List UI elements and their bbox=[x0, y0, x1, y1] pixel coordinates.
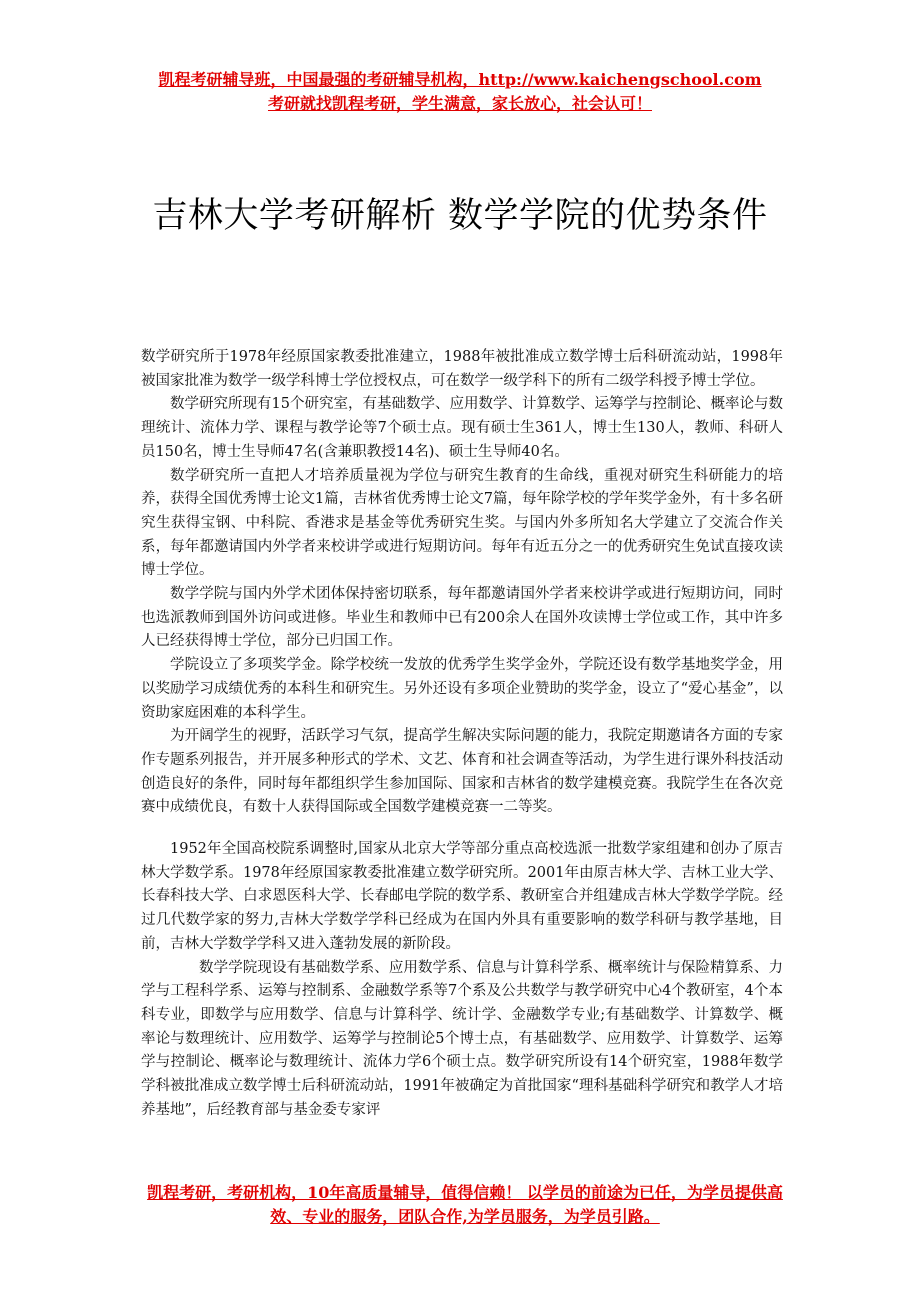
paragraph-1: 数学研究所于1978年经原国家教委批准建立，1988年被批准成立数学博士后科研流动站，1998年被国家批准为数学一级学科博士学位授权点，可在数学一级学科下的所有二级学科授予博士学位。 bbox=[141, 349, 783, 389]
paragraph-8: 数学学院现设有基础数学系、应用数学系、信息与计算科学系、概率统计与保险精算系、力学与工程科学系、运筹与控制系、金融数学系等7个系及公共数学与教学研究中心4个教研室，4个本科专业，即数学与应用数学、信息与计算科学、统计学、金融数学专业;有基础数学、计算数学、概率论与数理统计、应用数学、运筹学与控制论5个博士点，有基础数学、应用数学、计算数学、运筹学与控制论、概率论与数理统计、流体力学6个硕士点。数学研究所设有14个研究室，1988年数学学科被批准成立数学博士后科研流动站，1991年被确定为首批国家“理科基础科学研究和教学人才培养基地”，后经教育部与基金委专家评 bbox=[141, 959, 783, 1118]
paragraph-3: 数学研究所一直把人才培养质量视为学位与研究生教育的生命线，重视对研究生科研能力的培养，获得全国优秀博士论文1篇，吉林省优秀博士论文7篇，每年除学校的学年奖学金外，有十多名研究生获得宝钢、中科院、香港求是基金等优秀研究生奖。与国内外多所知名大学建立了交流合作关系，每年都邀请国内外学者来校讲学或进行短期访问。每年有近五分之一的优秀研究生免试直接攻读博士学位。 bbox=[141, 467, 783, 579]
article-body bbox=[141, 346, 783, 1123]
header-line-1[interactable]: 凯程考研辅导班，中国最强的考研辅导机构，http://www.kaichengschool.com bbox=[158, 70, 762, 89]
page-footer: 凯程考研，考研机构，10年高质量辅导，值得信赖！ 以学员的前途为已任，为学员提供高效、专业的服务，团队合作,为学员服务，为学员引路。 bbox=[147, 1183, 783, 1226]
paragraph-2: 数学研究所现有15个研究室，有基础数学、应用数学、计算数学、运筹学与控制论、概率论与数理统计、流体力学、课程与教学论等7个硕士点。现有硕士生361人，博士生130人，教师、科研人员150名，博士生导师47名(含兼职教授14名)、硕士生导师40名。 bbox=[141, 396, 783, 460]
page-title: 吉林大学考研解析 数学学院的优势条件 bbox=[152, 196, 768, 236]
paragraph-4: 数学学院与国内外学术团体保持密切联系，每年都邀请国外学者来校讲学或进行短期访问，同时也选派教师到国外访问或进修。毕业生和教师中已有200余人在国外攻读博士学位或工作，其中许多人已经获得博士学位，部分已归国工作。 bbox=[141, 586, 783, 650]
header-line-2: 考研就找凯程考研，学生满意，家长放心，社会认可！ bbox=[267, 94, 652, 113]
paragraph-5: 学院设立了多项奖学金。除学校统一发放的优秀学生奖学金外，学院还设有数学基地奖学金，用以奖励学习成绩优秀的本科生和研究生。另外还设有多项企业赞助的奖学金，设立了“爱心基金”，以资助家庭困难的本科学生。 bbox=[141, 657, 783, 721]
paragraph-7: 1952年全国高校院系调整时,国家从北京大学等部分重点高校选派一批数学家组建和创办了原吉林大学数学系。1978年经原国家教委批准建立数学研究所。2001年由原吉林大学、吉林工业大学、长春科技大学、白求恩医科大学、长春邮电学院的数学系、教研室合并组建成吉林大学数学学院。经过几代数学家的努力,吉林大学数学学科已经成为在国内外具有重要影响的数学科研与教学基地，目前，吉林大学数学学科又进入蓬勃发展的新阶段。 bbox=[141, 841, 783, 952]
page-header bbox=[0, 68, 920, 116]
paragraph-6: 为开阔学生的视野，活跃学习气氛，提高学生解决实际问题的能力，我院定期邀请各方面的专家作专题系列报告，并开展多种形式的学术、文艺、体育和社会调查等活动，为学生进行课外科技活动创造良好的条件，同时每年都组织学生参加国际、国家和吉林省的数学建模竞赛。我院学生在各次竞赛中成绩优良，有数十人获得国际或全国数学建模竞赛一二等奖。 bbox=[141, 728, 783, 816]
